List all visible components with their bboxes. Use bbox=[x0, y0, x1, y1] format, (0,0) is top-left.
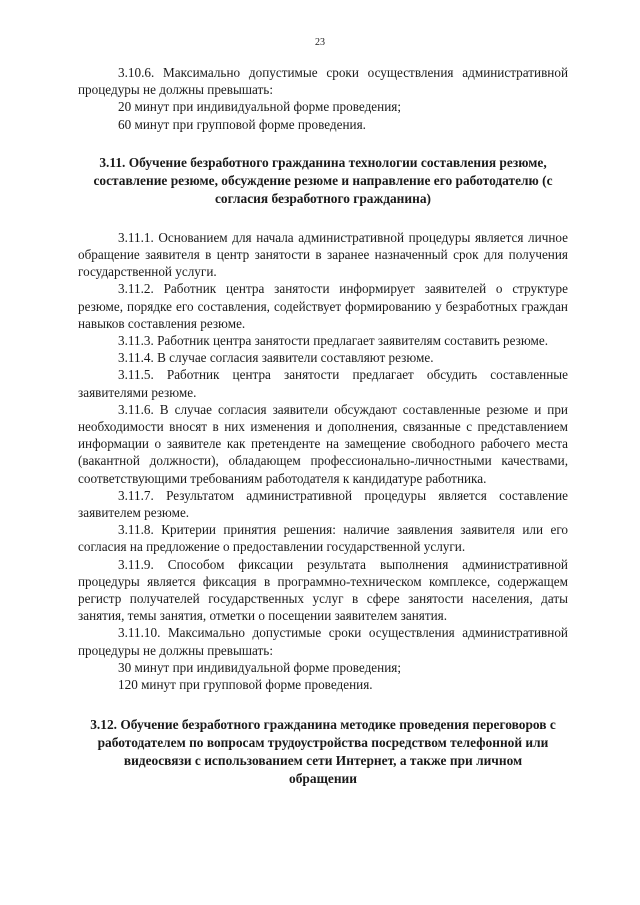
paragraph-3-11-7: 3.11.7. Результатом административной процедуры является составление заявителем резюме. bbox=[78, 487, 568, 521]
paragraph-3-10-6: 3.10.6. Максимально допустимые сроки осуществления административной процедуры не должны превышать: bbox=[78, 65, 568, 98]
paragraph-3-11-6: 3.11.6. В случае согласия заявители обсуждают составленные резюме и при необходимости вносят в них изменения и дополнения, связанные с представлением информации о заявителе как претенденте на замещение свободного рабочего места (вакантной должности), обладающем профессионально-личностными качествами, соответствующими требованиям работодателя к кандидатуре работника. bbox=[78, 401, 568, 486]
paragraph-3-11-2: 3.11.2. Работник центра занятости информирует заявителей о структуре резюме, порядке его составления, содействует формированию у безработных граждан навыков составления резюме. bbox=[78, 281, 568, 331]
time-limit-individual: 20 минут при индивидуальной форме проведения; bbox=[118, 99, 401, 115]
paragraph-3-11-5: 3.11.5. Работник центра занятости предлагает обсудить составленные заявителями резюме. bbox=[78, 367, 568, 400]
time-limit-individual-3-11: 30 минут при индивидуальной форме проведения; bbox=[118, 659, 401, 675]
page-number: 23 bbox=[315, 37, 325, 48]
paragraph-3-11-1: 3.11.1. Основанием для начала административной процедуры является личное обращение заявителя в центр занятости в заранее назначенный срок для получения государственной услуги. bbox=[78, 229, 568, 280]
paragraph-3-11-9: 3.11.9. Способом фиксации результата выполнения административной процедуры является фиксация в программно-техническом комплексе, содержащем регистр получателей государственных услуг в сфере занятости населения, даты занятия, темы занятия, отметки о посещении заявителем занятия. bbox=[78, 556, 568, 624]
time-limit-group: 60 минут при групповой форме проведения. bbox=[118, 116, 366, 132]
section-heading-3-11: 3.11. Обучение безработного гражданина технологии составления резюме, составление резюме, обсуждение резюме и направление его работодателю (с согласия безработного гражданина) bbox=[93, 154, 553, 206]
page-content bbox=[78, 64, 568, 788]
paragraph-3-11-4: 3.11.4. В случае согласия заявители составляют резюме. bbox=[118, 350, 434, 366]
time-limit-group-3-11: 120 минут при групповой форме проведения. bbox=[118, 677, 373, 693]
paragraph-3-11-8: 3.11.8. Критерии принятия решения: наличие заявления заявителя или его согласия на предложение о предоставлении государственной услуги. bbox=[78, 522, 568, 555]
paragraph-3-11-10: 3.11.10. Максимально допустимые сроки осуществления административной процедуры не должны превышать: bbox=[78, 625, 568, 658]
section-heading-3-12: 3.12. Обучение безработного гражданина методике проведения переговоров с работодателем по вопросам трудоустройства посредством телефонной или видеосвязи с использованием сети Интернет, а также при личном обращении bbox=[90, 717, 556, 787]
paragraph-3-11-3: 3.11.3. Работник центра занятости предлагает заявителям составить резюме. bbox=[118, 333, 548, 349]
